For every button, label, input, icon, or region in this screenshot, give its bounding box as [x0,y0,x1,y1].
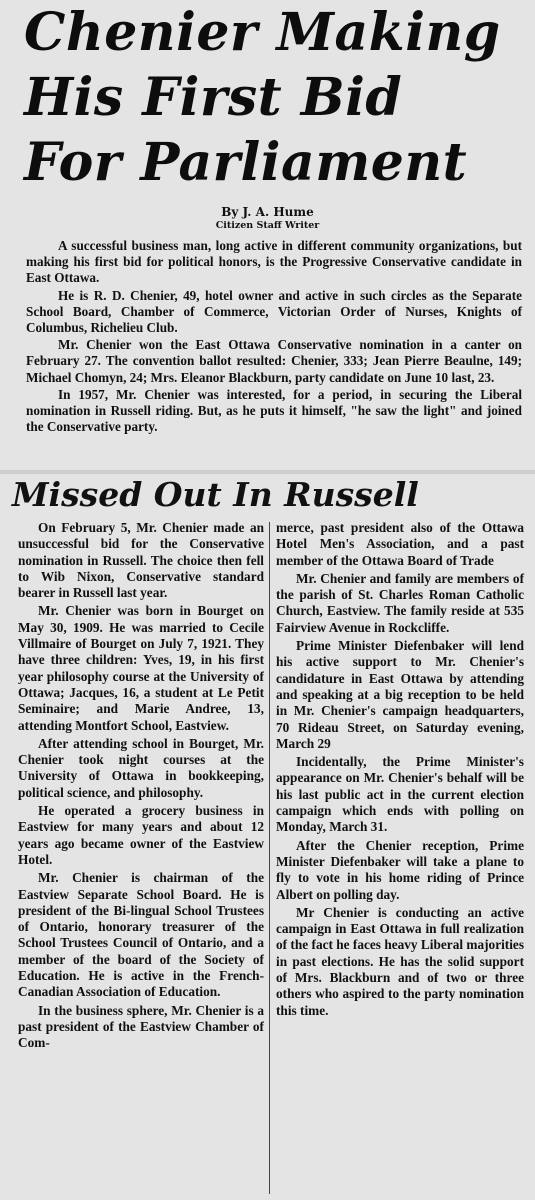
body-paragraph: In the business sphere, Mr. Chenier is a past president of the Eastview Chamber of Com- [18,1002,264,1051]
body-paragraph: After attending school in Bourget, Mr. Chenier took night courses at the University of Ottawa in bookkeeping, political science, and philosophy. [18,735,264,800]
headline-line-1: Chenier Making [24,2,501,63]
body-paragraph: After the Chenier reception, Prime Minister Diefenbaker will take a plane to fly to vote in his home riding of Prince Albert on polling day. [276,837,524,902]
byline-role: Citizen Staff Writer [215,220,320,231]
body-paragraph: Prime Minister Diefenbaker will lend his active support to Mr. Chenier's candidature in East Ottawa by attending and speaking at a big reception to be held in Mr. Chenier's campaign headquarters, 70 Rideau Street, on Saturday evening, March 29 [276,638,524,751]
byline-author: By J. A. Hume [221,205,314,219]
body-paragraph: Mr. Chenier and family are members of the parish of St. Charles Roman Catholic Church, Eastview. The family reside at 535 Fairview Avenue in Rockcliffe. [276,570,524,635]
headline-line-2: His First Bid [24,67,403,128]
body-paragraph: On February 5, Mr. Chenier made an unsuccessful bid for the Conservative nomination in Russell. The choice then fell to Wib Nixon, Conservative standard bearer in Russell last year. [18,520,264,601]
byline [0,205,535,233]
lead-paragraph: A successful business man, long active in different community organizations, but making his first bid for political honors, is the Progressive Conservative candidate in East Ottawa. [26,238,522,286]
lead-paragraph: Mr. Chenier won the East Ottawa Conservative nomination in a canter on February 27. The convention ballot resulted: Chenier, 333; Jean Pierre Beaulne, 149; Michael Chomyn, 24; Mrs. Eleanor Blackburn, party candidate on June 10 last, 23. [26,337,522,385]
lead-paragraph: He is R. D. Chenier, 49, hotel owner and active in such circles as the Separate School Board, Chamber of Commerce, Victorian Order of Nurses, Knights of Columbus, Richelieu Club. [26,287,522,336]
body-paragraph: Incidentally, the Prime Minister's appearance on Mr. Chenier's behalf will be his last public act in the current election campaign which ends with polling on Monday, March 31. [276,754,524,835]
lead-section [26,238,522,436]
body-paragraph: merce, past president also of the Ottawa Hotel Men's Association, and a past member of the Ottawa Board of Trade [276,520,524,568]
right-column [276,520,524,1021]
body-paragraph: Mr Chenier is conducting an active campaign in East Ottawa in full realization of the fact he faces heavy Liberal majorities in past elections. He has the solid support of Mrs. Blackburn and of two or three others who aspired to the party nomination this time. [276,904,524,1018]
body-paragraph: Mr. Chenier was born in Bourget on May 30, 1909. He was married to Cecile Villmaire of Bourget on July 7, 1921. They have three children: Yves, 19, in his first year philosophy course at the University of Ottawa; Jacques, 16, a student at Le Petit Seminaire; and Marie Andree, 13, attending Montfort School, Eastview. [18,603,264,733]
left-column [18,520,264,1054]
body-paragraph: Mr. Chenier is chairman of the Eastview Separate School Board. He is president of the Bi-lingual School Trustees of Ontario, honorary treasurer of the School Trustees Council of Ontario, and a member of the board of the Society of Education. He is active in the French-Canadian Association of Education. [18,870,264,1000]
column-rule [269,522,270,1194]
subhead: Missed Out In Russell [12,475,419,514]
body-paragraph: He operated a grocery business in Eastview for many years and about 12 years ago became owner of the Eastview Hotel. [18,803,264,867]
headline-line-3: For Parliament [24,132,468,193]
lead-paragraph: In 1957, Mr. Chenier was interested, for a period, in securing the Liberal nomination in Russell riding. But, as he puts it himself, "he saw the light" and joined the Conservative party. [26,386,522,435]
headline [24,0,524,195]
